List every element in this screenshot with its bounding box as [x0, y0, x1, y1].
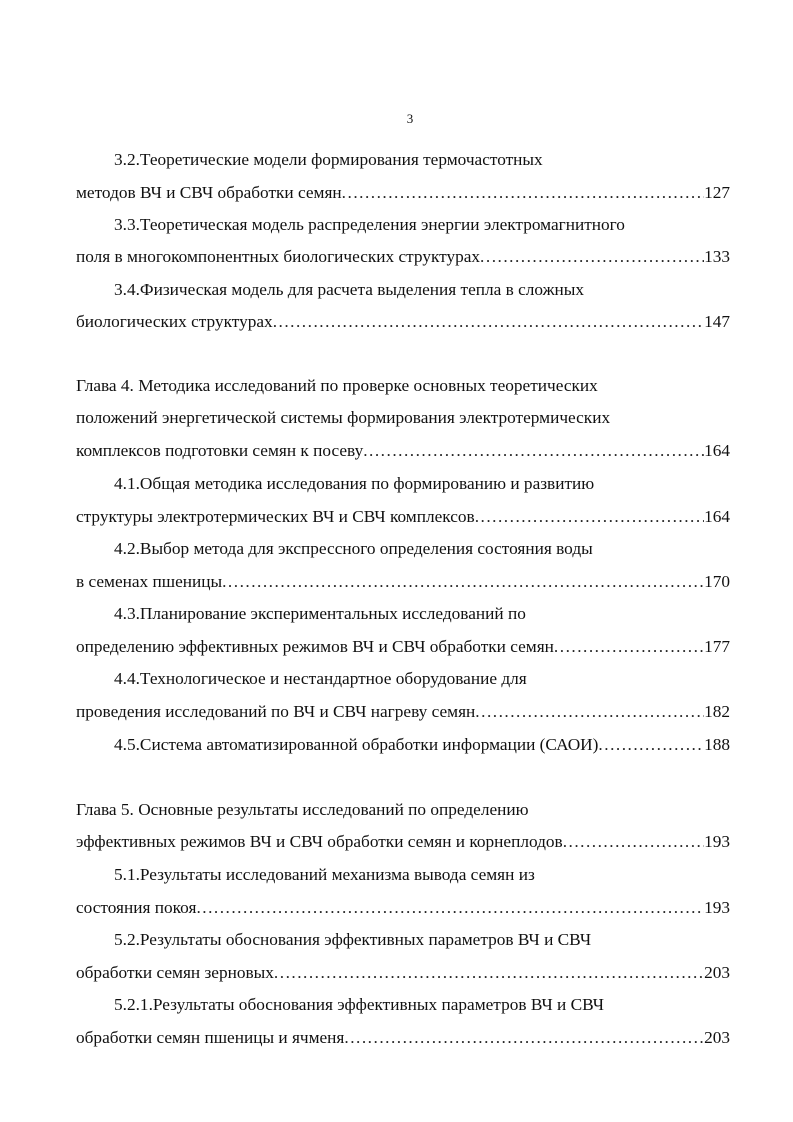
toc-entry-5-2-1-page: 203 — [704, 1028, 730, 1047]
toc-entry-3-3-page: 133 — [704, 247, 730, 266]
toc-entry-3-4-leader — [76, 312, 730, 332]
toc-entry-4-3-page: 177 — [704, 637, 730, 656]
toc-entry-3-2-leader — [76, 183, 730, 203]
dot-leader — [554, 637, 704, 657]
toc-chapter-4-page: 164 — [704, 441, 730, 460]
toc-entry-5-2-1-title: 5.2.1.Результаты обоснования эффективных параметров ВЧ и СВЧ — [114, 995, 605, 1014]
toc-entry-3-2-title-cont: методов ВЧ и СВЧ обработки семян — [76, 183, 342, 202]
toc-entry-4-5-leader — [76, 735, 730, 755]
dot-leader — [563, 832, 704, 852]
toc-entry-4-5-title: 4.5.Система автоматизированной обработки информации (САОИ) — [114, 735, 599, 754]
toc-entry-3-4-page: 147 — [704, 312, 730, 331]
toc-entry-4-3-title-cont: определению эффективных режимов ВЧ и СВЧ обработки семян — [76, 637, 554, 656]
toc-entry-5-2-title-cont: обработки семян зерновых — [76, 963, 274, 982]
toc-entry-5-2-leader — [76, 963, 730, 983]
dot-leader — [475, 507, 704, 527]
toc-entry-4-1-leader — [76, 507, 730, 527]
toc-entry-5-1-leader — [76, 898, 730, 918]
toc-chapter-4-title-cont: положений энергетической системы формирования электротермических — [76, 408, 611, 427]
toc-entry-4-2-leader — [76, 572, 730, 592]
toc-chapter-4-title-end: комплексов подготовки семян к посеву — [76, 441, 364, 460]
toc-entry-4-5-page: 188 — [704, 735, 730, 754]
toc-entry-3-3-leader — [76, 247, 730, 267]
toc-entry-4-1-title: 4.1.Общая методика исследования по формированию и развитию — [114, 474, 595, 493]
dot-leader — [480, 247, 704, 267]
toc-entry-4-3-title: 4.3.Планирование экспериментальных исследований по — [114, 604, 526, 623]
dot-leader — [196, 898, 704, 918]
toc-entry-3-2-page: 127 — [704, 183, 730, 202]
dot-leader — [273, 312, 704, 332]
dot-leader — [598, 735, 704, 755]
toc-entry-4-4-leader — [76, 702, 730, 722]
dot-leader — [475, 702, 704, 722]
toc-chapter-4-title: Глава 4. Методика исследований по проверке основных теоретических — [76, 376, 598, 395]
toc-chapter-4-leader — [76, 441, 730, 461]
toc-entry-3-3-title: 3.3.Теоретическая модель распределения энергии электромагнитного — [114, 215, 625, 234]
toc-entry-4-2-title-cont: в семенах пшеницы — [76, 572, 223, 591]
toc-entry-4-3-leader — [76, 637, 730, 657]
toc-entry-5-2-title: 5.2.Результаты обоснования эффективных параметров ВЧ и СВЧ — [114, 930, 592, 949]
toc-entry-5-2-page: 203 — [704, 963, 730, 982]
toc-entry-4-1-page: 164 — [704, 507, 730, 526]
toc-chapter-5-title-cont: эффективных режимов ВЧ и СВЧ обработки семян и корнеплодов — [76, 832, 563, 851]
toc-entry-4-4-title: 4.4.Технологическое и нестандартное оборудование для — [114, 669, 527, 688]
toc-entry-4-4-title-cont: проведения исследований по ВЧ и СВЧ нагреву семян — [76, 702, 476, 721]
toc-entry-3-2-title: 3.2.Теоретические модели формирования термочастотных — [114, 150, 543, 169]
toc-entry-3-4-title-cont: биологических структурах — [76, 312, 273, 331]
toc-entry-5-2-1-title-cont: обработки семян пшеницы и ячменя — [76, 1028, 345, 1047]
dot-leader — [274, 963, 704, 983]
toc-entry-5-1-title-cont: состояния покоя — [76, 898, 197, 917]
toc-entry-5-1-title: 5.1.Результаты исследований механизма вывода семян из — [114, 865, 535, 884]
toc-entry-4-2-page: 170 — [704, 572, 730, 591]
dot-leader — [342, 183, 704, 203]
toc-entry-5-1-page: 193 — [704, 898, 730, 917]
toc-entry-3-3-title-cont: поля в многокомпонентных биологических структурах — [76, 247, 481, 266]
toc-entry-4-2-title: 4.2.Выбор метода для экспрессного определения состояния воды — [114, 539, 593, 558]
toc-entry-3-4-title: 3.4.Физическая модель для расчета выделения тепла в сложных — [114, 280, 585, 299]
toc-entry-5-2-1-leader — [76, 1028, 730, 1048]
toc-entry-4-4-page: 182 — [704, 702, 730, 721]
toc-chapter-5-leader — [76, 832, 730, 852]
dot-leader — [222, 572, 704, 592]
dot-leader — [363, 441, 704, 461]
dot-leader — [344, 1028, 704, 1048]
toc-entry-4-1-title-cont: структуры электротермических ВЧ и СВЧ комплексов — [76, 507, 475, 526]
toc-chapter-5-page: 193 — [704, 832, 730, 851]
toc-chapter-5-title: Глава 5. Основные результаты исследований по определению — [76, 800, 529, 819]
page-number: 3 — [406, 111, 414, 126]
